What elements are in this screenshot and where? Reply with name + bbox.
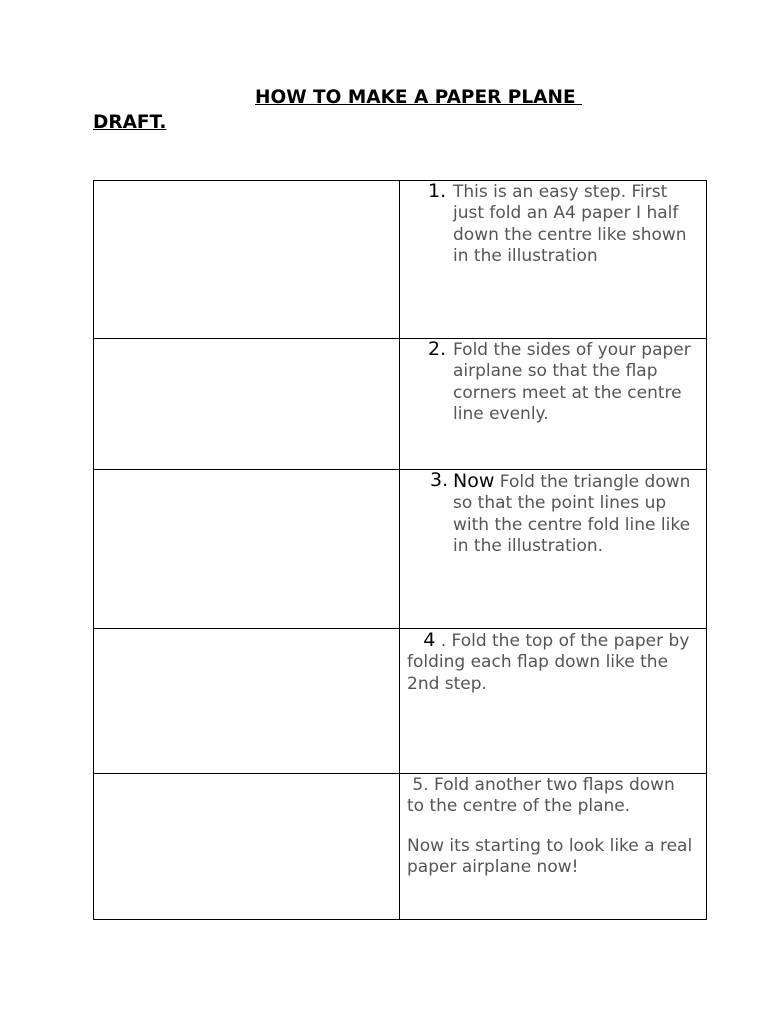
document-subtitle: DRAFT. [93, 112, 167, 133]
illustration-cell [94, 339, 400, 470]
step-5 [400, 774, 706, 878]
step-lead-word: Now [453, 470, 495, 492]
illustration-cell [94, 181, 400, 339]
step-text: 5. Fold another two flaps down to the centre of the plane. [407, 775, 697, 817]
steps-table [93, 180, 711, 920]
step-number: 1. [428, 180, 447, 202]
step-number: 4 [423, 629, 436, 651]
step-row [94, 629, 707, 774]
step-text: Fold the sides of your paper airplane so that the flap corners meet at the centre line evenly. [453, 340, 691, 424]
step-row [94, 339, 707, 470]
illustration-cell [94, 629, 400, 774]
step-text-cell [400, 181, 707, 339]
step-4 [400, 629, 711, 695]
step-note: Now its starting to look like a real paper airplane now! [407, 835, 698, 877]
step-text: This is an easy step. First just fold an A4 paper I half down the centre like shown in the illustration [453, 182, 687, 266]
step-row [94, 774, 707, 920]
step-number: 2. [428, 338, 447, 360]
step-text-cell [400, 774, 707, 920]
step-2 [400, 339, 706, 425]
step-1 [400, 181, 706, 267]
step-3 [400, 470, 706, 557]
step-text: Fold the triangle down so that the point lines up with the centre fold line like in the illustration. [453, 472, 691, 556]
step-text: . Fold the top of the paper by folding each flap down like the 2nd step. [407, 631, 711, 694]
step-text-cell [400, 629, 711, 774]
step-text-cell [400, 339, 707, 470]
illustration-cell [94, 470, 400, 629]
step-row [94, 470, 707, 629]
illustration-cell [94, 774, 400, 920]
document-title: HOW TO MAKE A PAPER PLANE [255, 87, 583, 108]
step-row [94, 181, 707, 339]
step-number: 3. [430, 469, 449, 491]
step-text-cell [400, 470, 707, 629]
